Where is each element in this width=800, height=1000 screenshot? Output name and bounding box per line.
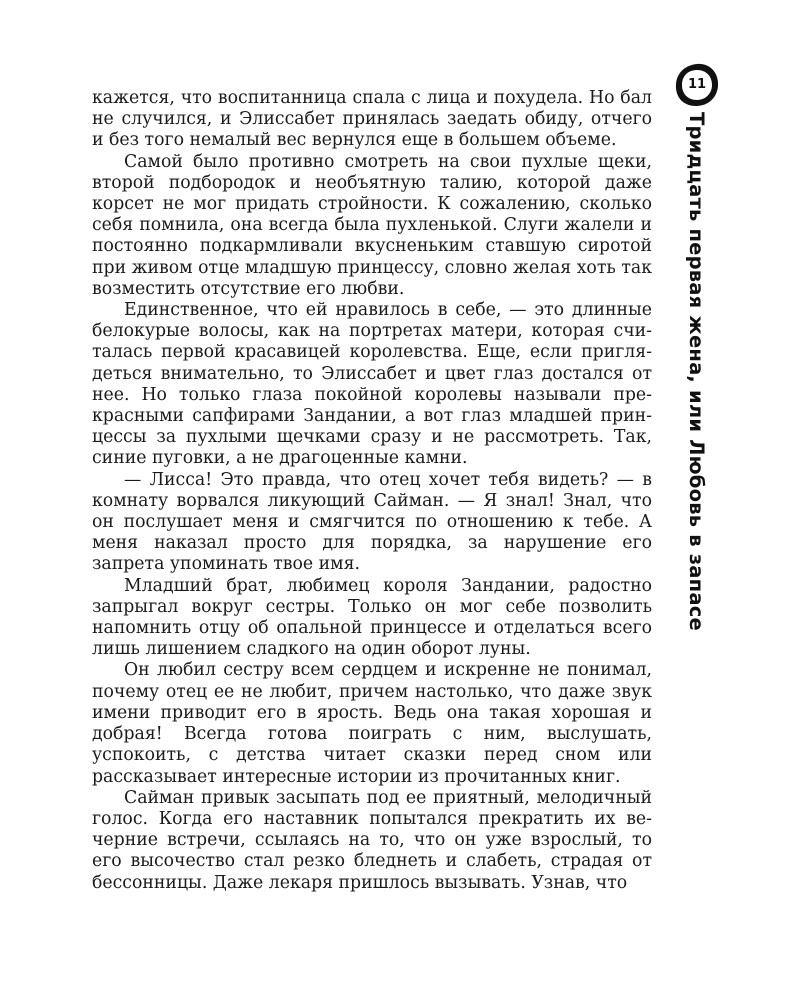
paragraph: Самой было противно смотреть на свои пухлые щеки, второй подбородок и необъятную талию, которой даже корсет не мог придать стройности. К сожалению, сколько себя помнила, она всегда была пухленькой. Слуги жалели и постоянно подкармливали вкусненьким ставшую сиротой при живом отце младшую принцессу, словно желая хоть так возместить отсутствие его любви. [92, 151, 652, 299]
running-title: Тридцать первая жена, или Любовь в запасе [685, 112, 708, 631]
paragraph: Он любил сестру всем сердцем и искренне не понимал, почему отец ее не любит, причем настолько, что даже звук имени приводит его в ярость. Ведь она такая хорошая и добрая! Всегда готова поиграть с ним, выслушать, успокоить, с детства читает сказки перед сном или рассказывает интересные истории из прочитанных книг. [92, 660, 652, 787]
body-text [92, 88, 652, 894]
paragraph: кажется, что воспитанница спала с лица и похудела. Но бал не случился, и Элиссабет принялась заедать обиду, отчего и без того немалый вес вернулся еще в большем объеме. [92, 88, 652, 151]
paragraph: Единственное, что ей нравилось в себе, — это длинные белокурые волосы, как на портретах матери, которая считалась первой красавицей королевства. Еще, если приглядеться внимательно, то Элиссабет и цвет глаз достался от нее. Но только глаза покойной королевы называли прекрасными сапфирами Зандании, а вот глаз младшей принцессы за пухлыми щечками сразу и не рассмотреть. Так, синие пуговки, а не драгоценные камни. [92, 300, 652, 469]
paragraph: Младший брат, любимец короля Зандании, радостно запрыгал вокруг сестры. Только он мог себе позволить напомнить отцу об опальной принцессе и отделаться всего лишь лишением сладкого на один оборот луны. [92, 575, 652, 660]
paragraph: — Лисса! Это правда, что отец хочет тебя видеть? — в комнату ворвался ликующий Сайман. — Я знал! Знал, что он послушает меня и смягчится по отношению к тебе. А меня наказал просто для порядка, за нарушение его запрета упоминать твое имя. [92, 469, 652, 575]
page-number: 11 [687, 77, 707, 92]
page-number-badge [672, 60, 722, 110]
paragraph: Сайман привык засыпать под ее приятный, мелодичный голос. Когда его наставник попытался прекратить их вечерние встречи, ссылаясь на то, что он уже взрослый, то его высочество стал резко бледнеть и слабеть, страдая от бессонницы. Даже лекаря пришлось вызывать. Узнав, что [92, 787, 652, 893]
